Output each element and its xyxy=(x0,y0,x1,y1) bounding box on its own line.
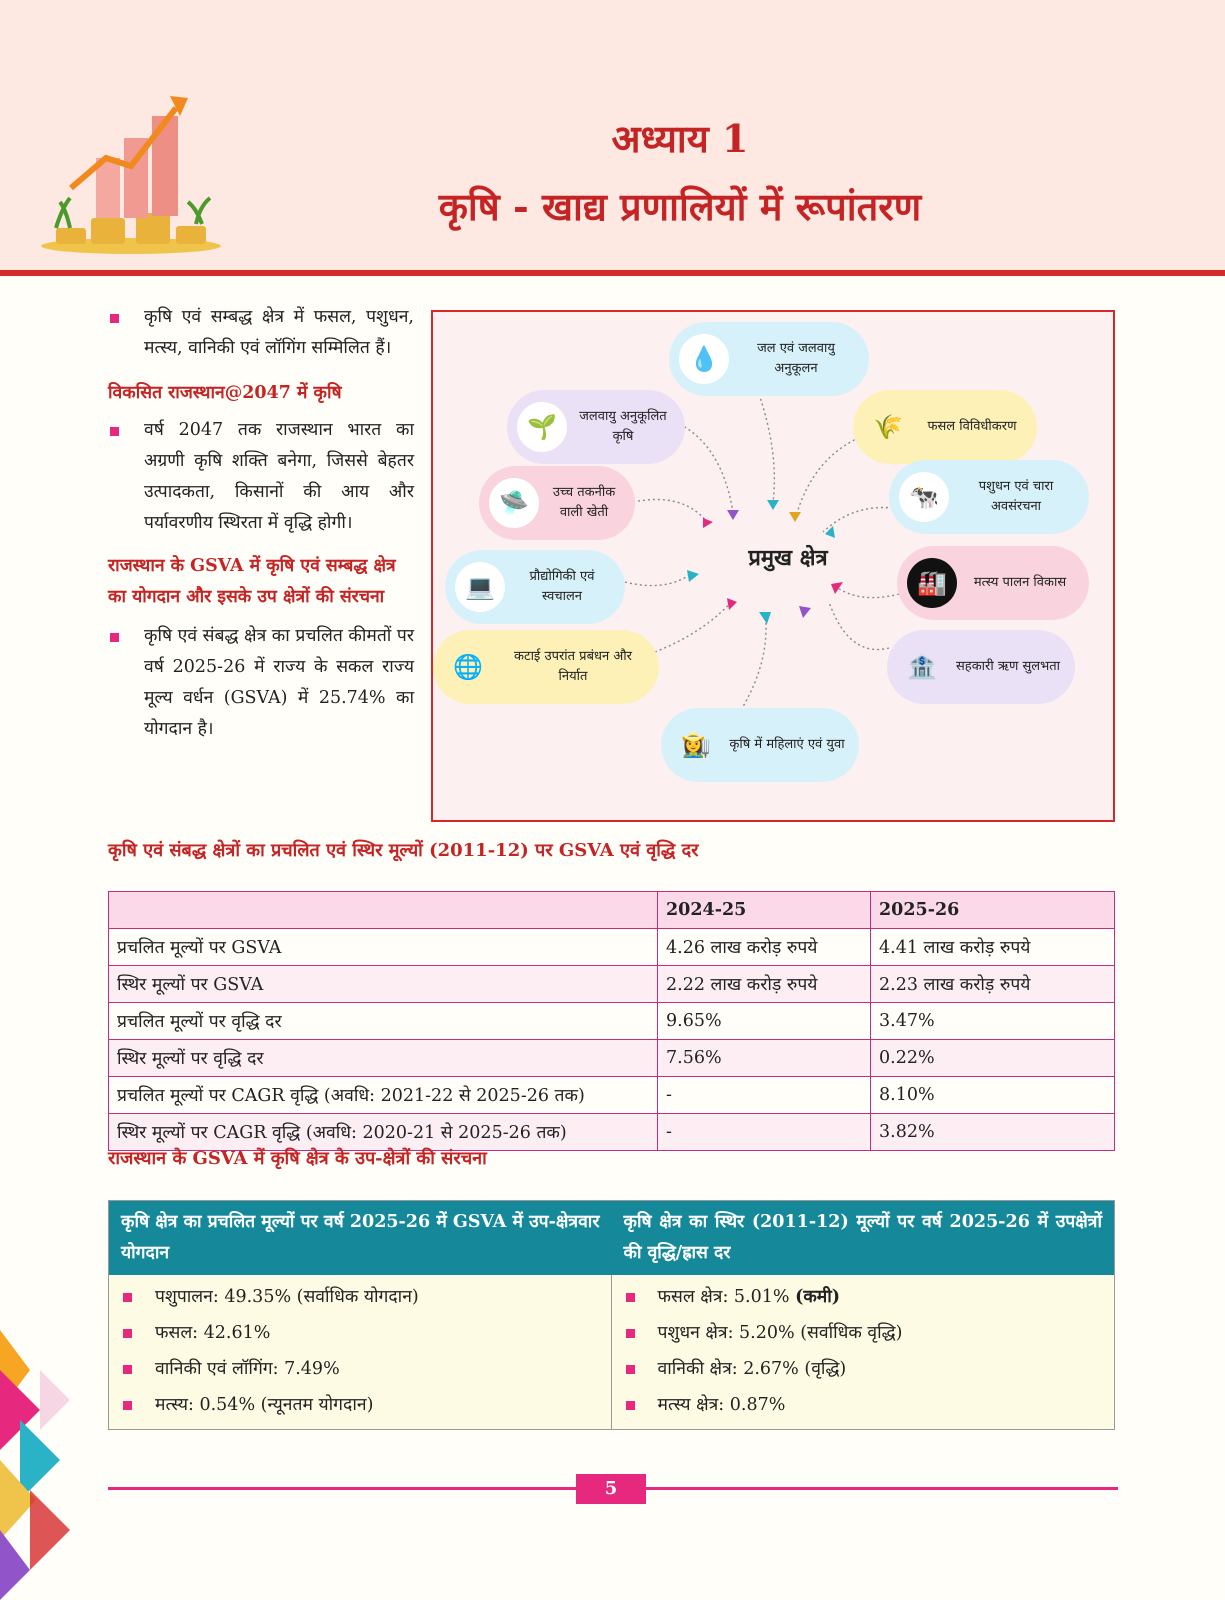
table-cell: 3.82% xyxy=(871,1114,1115,1151)
table-row xyxy=(109,1040,1115,1077)
bullet-item xyxy=(108,302,414,364)
area-label: उच्च तकनीक वाली खेती xyxy=(552,485,616,520)
list-item-text: वानिकी क्षेत्र: 2.67% (वृद्धि) xyxy=(657,1359,847,1379)
area-label: पशुधन एवं चारा अवसंरचना xyxy=(978,479,1054,514)
table-row xyxy=(109,929,1115,966)
table-cell: 8.10% xyxy=(871,1077,1115,1114)
bullet-item xyxy=(108,621,414,745)
table-header-cell: 2024-25 xyxy=(658,892,871,929)
area-high-tech-farming xyxy=(479,466,635,540)
list-item xyxy=(624,1279,1103,1315)
section-subheading: विकसित राजस्थान@2047 में कृषि xyxy=(108,383,342,403)
table-header-row xyxy=(109,892,1115,929)
page-number: 5 xyxy=(576,1474,646,1504)
list-item xyxy=(624,1351,1103,1387)
subsector-right-list xyxy=(612,1275,1115,1429)
table-cell: स्थिर मूल्यों पर CAGR वृद्धि (अवधि: 2020-21 से 2025-26 तक) xyxy=(109,1114,658,1151)
area-label: प्रौद्योगिकी एवं स्वचालन xyxy=(529,569,595,604)
weather-plant-icon: 🌱 xyxy=(517,402,567,452)
subsector-body xyxy=(109,1275,1114,1429)
cattle-hand-icon: 🐄 xyxy=(899,472,949,522)
bullet-square-icon xyxy=(123,1401,132,1410)
section-subheading: राजस्थान के GSVA में कृषि एवं सम्बद्ध क्षेत्र का योगदान और इसके उप क्षेत्रों की संरचना xyxy=(108,556,396,607)
table-header-cell: 2025-26 xyxy=(871,892,1115,929)
bullet-text: कृषि एवं संबद्ध क्षेत्र का प्रचलित कीमतों पर वर्ष 2025-26 में राज्य के सकल राज्य मूल्य वर्धन (GSVA) में 25.74% का योगदान है। xyxy=(144,626,414,739)
bullet-square-icon xyxy=(123,1365,132,1374)
area-label: मत्स्य पालन विकास xyxy=(973,575,1067,590)
footer-divider-right xyxy=(646,1487,1118,1490)
table-cell: 0.22% xyxy=(871,1040,1115,1077)
wheat-icon: 🌾 xyxy=(873,413,903,441)
table-header-cell xyxy=(109,892,658,929)
list-item-text: मत्स्य क्षेत्र: 0.87% xyxy=(657,1395,786,1415)
subsector-left-list xyxy=(109,1275,612,1429)
area-technology-automation xyxy=(445,550,625,624)
list-item-text: मत्स्य: 0.54% (न्यूनतम योगदान) xyxy=(155,1395,374,1415)
area-cooperative-credit xyxy=(887,630,1075,704)
bullet-square-icon xyxy=(123,1329,132,1338)
area-label: जलवायु अनुकूलित कृषि xyxy=(579,409,667,444)
bullet-square-icon xyxy=(110,427,119,436)
table-cell: 4.41 लाख करोड़ रुपये xyxy=(871,929,1115,966)
area-women-youth xyxy=(661,708,859,782)
growth-chart-coins-icon xyxy=(36,88,226,258)
water-drop-globe-icon: 💧 xyxy=(679,334,729,384)
list-item-text: पशुधन क्षेत्र: 5.20% (सर्वाधिक वृद्धि) xyxy=(657,1323,903,1343)
table-cell: प्रचलित मूल्यों पर CAGR वृद्धि (अवधि: 2021-22 से 2025-26 तक) xyxy=(109,1077,658,1114)
table-cell: 9.65% xyxy=(658,1003,871,1040)
list-item-text: फसल क्षेत्र: 5.01% xyxy=(657,1287,796,1307)
list-item xyxy=(624,1387,1103,1423)
subsector-table xyxy=(108,1200,1115,1430)
subsector-header-left: कृषि क्षेत्र का प्रचलित मूल्यों पर वर्ष 2025-26 में GSVA में उप-क्षेत्रवार योगदान xyxy=(121,1212,600,1263)
list-item xyxy=(121,1351,599,1387)
bullet-square-icon xyxy=(626,1293,635,1302)
table-row xyxy=(109,1003,1115,1040)
subsector-title: राजस्थान के GSVA में कृषि क्षेत्र के उप-क्षेत्रों की संरचना xyxy=(108,1148,487,1169)
list-item-text: वानिकी एवं लॉगिंग: 7.49% xyxy=(155,1359,340,1379)
chapter-title: कृषि - खाद्य प्रणालियों में रूपांतरण xyxy=(438,184,922,229)
list-item xyxy=(121,1387,599,1423)
list-item-text: पशुपालन: 49.35% (सर्वाधिक योगदान) xyxy=(155,1287,419,1307)
table-row xyxy=(109,966,1115,1003)
table-cell: प्रचलित मूल्यों पर वृद्धि दर xyxy=(109,1003,658,1040)
bullet-square-icon xyxy=(110,633,119,642)
table-cell: स्थिर मूल्यों पर वृद्धि दर xyxy=(109,1040,658,1077)
list-item xyxy=(624,1315,1103,1351)
list-item-emphasis: (कमी) xyxy=(795,1287,841,1307)
hub-label: प्रमुख क्षेत्र xyxy=(748,545,828,571)
list-item xyxy=(121,1279,599,1315)
footer-divider-left xyxy=(108,1487,576,1490)
bullet-text: कृषि एवं सम्बद्ध क्षेत्र में फसल, पशुधन, मत्स्य, वानिकी एवं लॉगिंग सम्मिलित हैं। xyxy=(144,307,414,358)
area-fishery-development xyxy=(897,546,1089,620)
area-label: कृषि में महिलाएं एवं युवा xyxy=(729,737,845,752)
table-cell: 2.22 लाख करोड़ रुपये xyxy=(658,966,871,1003)
table-row xyxy=(109,1077,1115,1114)
area-label: कटाई उपरांत प्रबंधन और निर्यात xyxy=(514,649,632,684)
area-livestock-fodder xyxy=(889,460,1089,534)
export-globe-icon: 🌐 xyxy=(453,653,483,681)
bullet-square-icon xyxy=(110,314,119,323)
table-cell: 7.56% xyxy=(658,1040,871,1077)
gsva-table-title: कृषि एवं संबद्ध क्षेत्रों का प्रचलित एवं स्थिर मूल्यों (2011-12) पर GSVA एवं वृद्धि दर xyxy=(108,840,699,861)
list-item-text: फसल: 42.61% xyxy=(155,1323,271,1343)
table-cell: प्रचलित मूल्यों पर GSVA xyxy=(109,929,658,966)
key-areas-infographic xyxy=(431,310,1115,822)
table-cell: 4.26 लाख करोड़ रुपये xyxy=(658,929,871,966)
bullet-item xyxy=(108,415,414,539)
subsector-header xyxy=(109,1201,1114,1275)
area-label: फसल विविधीकरण xyxy=(927,419,1017,434)
left-column xyxy=(108,302,414,745)
gsva-table xyxy=(108,891,1115,1151)
decorative-triangles xyxy=(0,1330,80,1600)
table-cell: 2.23 लाख करोड़ रुपये xyxy=(871,966,1115,1003)
area-crop-diversification xyxy=(853,390,1037,464)
table-cell: स्थिर मूल्यों पर GSVA xyxy=(109,966,658,1003)
tech-automation-icon: 💻 xyxy=(455,562,505,612)
drone-plant-icon: 🛸 xyxy=(489,478,539,528)
table-cell: - xyxy=(658,1077,871,1114)
area-water-climate xyxy=(669,322,869,396)
bullet-square-icon xyxy=(626,1365,635,1374)
area-post-harvest-export xyxy=(433,630,659,704)
bullet-square-icon xyxy=(626,1401,635,1410)
bullet-square-icon xyxy=(626,1329,635,1338)
header-divider xyxy=(0,270,1225,276)
bullet-square-icon xyxy=(123,1293,132,1302)
fishery-icon: 🏭 xyxy=(907,558,957,608)
list-item xyxy=(121,1315,599,1351)
subsector-header-right: कृषि क्षेत्र का स्थिर (2011-12) मूल्यों पर वर्ष 2025-26 में उपक्षेत्रों की वृद्धि/ह्रास दर xyxy=(623,1212,1102,1263)
table-cell: - xyxy=(658,1114,871,1151)
table-row xyxy=(109,1114,1115,1151)
table-cell: 3.47% xyxy=(871,1003,1115,1040)
area-label: जल एवं जलवायु अनुकूलन xyxy=(757,341,835,376)
area-climate-agriculture xyxy=(507,390,685,464)
bullet-text: वर्ष 2047 तक राजस्थान भारत का अग्रणी कृषि शक्ति बनेगा, जिससे बेहतर उत्पादकता, किसानों की आय और पर्यावरणीय स्थिरता में वृद्धि होगी। xyxy=(144,420,414,533)
bank-credit-icon: 🏦 xyxy=(907,653,937,681)
chapter-number: अध्याय 1 xyxy=(611,116,749,161)
area-label: सहकारी ऋण सुलभता xyxy=(956,659,1060,674)
woman-farmer-icon: 👩‍🌾 xyxy=(681,731,711,759)
